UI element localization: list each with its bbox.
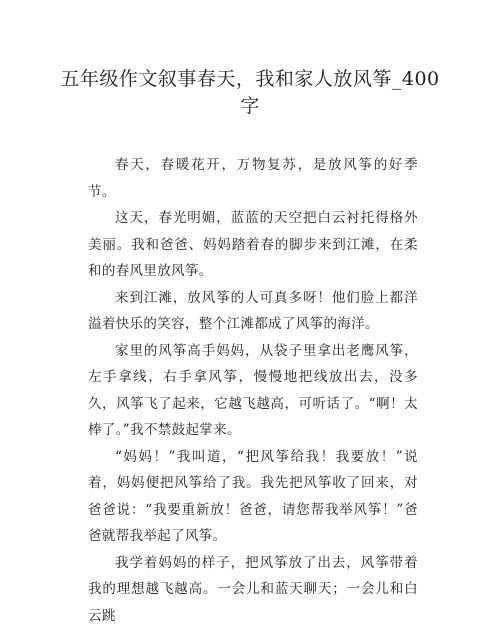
paragraph-3: 来到江滩，放风筝的人可真多呀！他们脸上都洋溢着快乐的笑容，整个江滩都成了风筝的海洋。 (88, 285, 418, 338)
document-body (88, 152, 418, 629)
paragraph-5: “妈妈！”我叫道，“把风筝给我！我要放！”说着，妈妈便把风筝给了我。我先把风筝收了回来，对爸爸说：“我要重新放！爸爸，请您帮我举风筝！”爸爸就帮我举起了风筝。 (88, 444, 418, 550)
paragraph-1: 春天，春暖花开，万物复苏，是放风筝的好季节。 (88, 152, 418, 205)
paragraph-2: 这天，春光明媚，蓝蓝的天空把白云衬托得格外美丽。我和爸爸、妈妈踏着春的脚步来到江滩，在柔和的春风里放风筝。 (88, 205, 418, 285)
paragraph-4: 家里的风筝高手妈妈，从袋子里拿出老鹰风筝，左手拿线，右手拿风筝，慢慢地把线放出去，没多久，风筝飞了起来，它越飞越高，可听话了。“啊！太棒了。”我不禁鼓起掌来。 (88, 338, 418, 444)
paragraph-6: 我学着妈妈的样子，把风筝放了出去，风筝带着我的理想越飞越高。一会儿和蓝天聊天；一会儿和白云跳 (88, 550, 418, 629)
document-title: 五年级作文叙事春天，我和家人放风筝_400字 (60, 66, 440, 120)
